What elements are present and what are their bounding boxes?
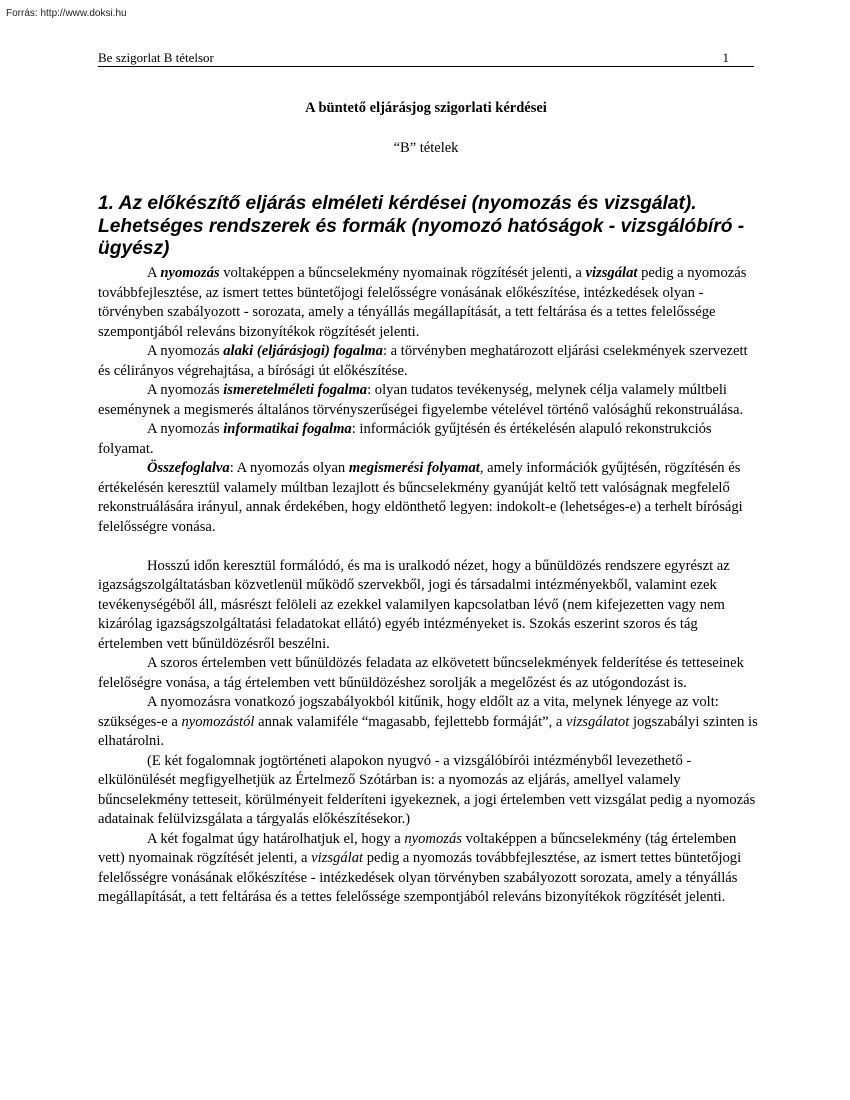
paragraph-ket-fogalom: A két fogalmat úgy határolhatjuk el, hogy a nyomozás voltaképpen a bűncselekmény (tág értelemben vett) nyomainak rögzítését jelenti, a vizsgálat pedig a nyomozás továbbfejlesztése, az ismert tettes büntetőjogi felelősségre vonásának előkészítése - intézkedések olyan törvényben szabályozott sorozata, amely a tényállás megállapítását, a tett feltárása és a tettes felelőssége szempontjából releváns bizonyítékok rögzítését jelenti.	[98, 830, 742, 905]
paragraph-jogszabalyok: A nyomozásra vonatkozó jogszabályokból kitűnik, hogy eldőlt az a vita, melynek lényege az volt: szükséges-e a nyomozástól annak valamiféle “magasabb, fejlettebb formáját”, a vizsgálatot jogszabályi szinten is elhatárolni.	[98, 694, 758, 749]
body-text	[98, 264, 758, 908]
page-number: 1	[722, 50, 729, 65]
header-title: Be szigorlat B tételsor	[98, 50, 214, 65]
paragraph-informatikai-fogalma: A nyomozás informatikai fogalma: információk gyűjtésén és értékelésén alapuló rekonstrukciós folyamat.	[98, 421, 712, 457]
document-title: A büntető eljárásjog szigorlati kérdései	[305, 100, 547, 116]
paragraph-osszefoglalva: Összefoglalva: A nyomozás olyan megismerési folyamat, amely információk gyűjtésén, rögzítésén és értékelésén keresztül valamely múltban lezajlott és bűncselekmény gyanúját keltő tett valóságnak megfelelő rekonstruálására irányul, annak érdekében, hogy eldönthető legyen: indokolt-e (lehetséges-e) a terhelt bírósági felelősségre vonása.	[98, 460, 743, 535]
document-subtitle: “B” tételek	[393, 140, 459, 156]
page-header	[98, 50, 754, 67]
source-watermark: Forrás: http://www.doksi.hu	[6, 8, 127, 19]
section-heading: 1. Az előkészítő eljárás elméleti kérdései (nyomozás és vizsgálat). Lehetséges rendszerek és formák (nyomozó hatóságok - vizsgálóbíró - ügyész)	[98, 193, 745, 259]
paragraph-ismeretelmeleti-fogalma: A nyomozás ismeretelméleti fogalma: olyan tudatos tevékenység, melynek célja valamely múltbeli eseménynek a megismerés általános törvényszerűségei figyelembe vételével történő valósághű rekonstruálása.	[98, 382, 744, 418]
paragraph-nyomozas-definition: A nyomozás voltaképpen a bűncselekmény nyomainak rögzítését jelenti, a vizsgálat pedig a nyomozás továbbfejlesztése, az ismert tettes büntetőjogi felelősségre vonásának előkészítése, intézkedések olyan - törvényben szabályozott - sorozata, amely a tényállás megállapítását, a tett feltárása és a tettes felelőssége szempontjából releváns bizonyítékok rögzítését jelenti.	[98, 265, 747, 340]
paragraph-ertelmezo-szotar: (E két fogalomnak jogtörténeti alapokon nyugvó - a vizsgálóbírói intézményből levezethető - elkülönülését megfigyelhetjük az Értelmező Szótárban is: a nyomozás az eljárás, amellyel valamely bűncselekmény tetteseit, körülményeit felderíteni igyekeznek, a jogi értelemben vett vizsgálat pedig a nyomozás adatainak felülvizsgálata a tárgyalás előkészítésekor.)	[98, 752, 756, 827]
paragraph-bunuldozes-rendszere: Hosszú időn keresztül formálódó, és ma is uralkodó nézet, hogy a bűnüldözés rendszere egyrészt az igazságszolgáltatásban közvetlenül működő szervekből, jogi és társadalmi intézményekből, valamint ezek tevékenységéből áll, másrészt felöleli az ezekkel valamilyen kapcsolatban lévő (nem kifejezetten vagy nem kizárólag igazságszolgáltatási feladatokat ellátó) egyéb intézményeket is. Szokás eszerint szoros és tág értelemben vett bűnüldözésről beszélni.	[98, 557, 730, 652]
paragraph-szoros-ertelemben: A szoros értelemben vett bűnüldözés feladata az elkövetett bűncselekmények felderítése és tetteseinek felelőségre vonása, a tág értelemben vett bűnüldözéshez sorolják a megelőzést és az utógondozást is.	[98, 655, 744, 691]
paragraph-alaki-fogalma: A nyomozás alaki (eljárásjogi) fogalma: a törvényben meghatározott eljárási cselekmények szervezett és célirányos végrehajtása, a bírósági út előkészítése.	[98, 343, 748, 379]
